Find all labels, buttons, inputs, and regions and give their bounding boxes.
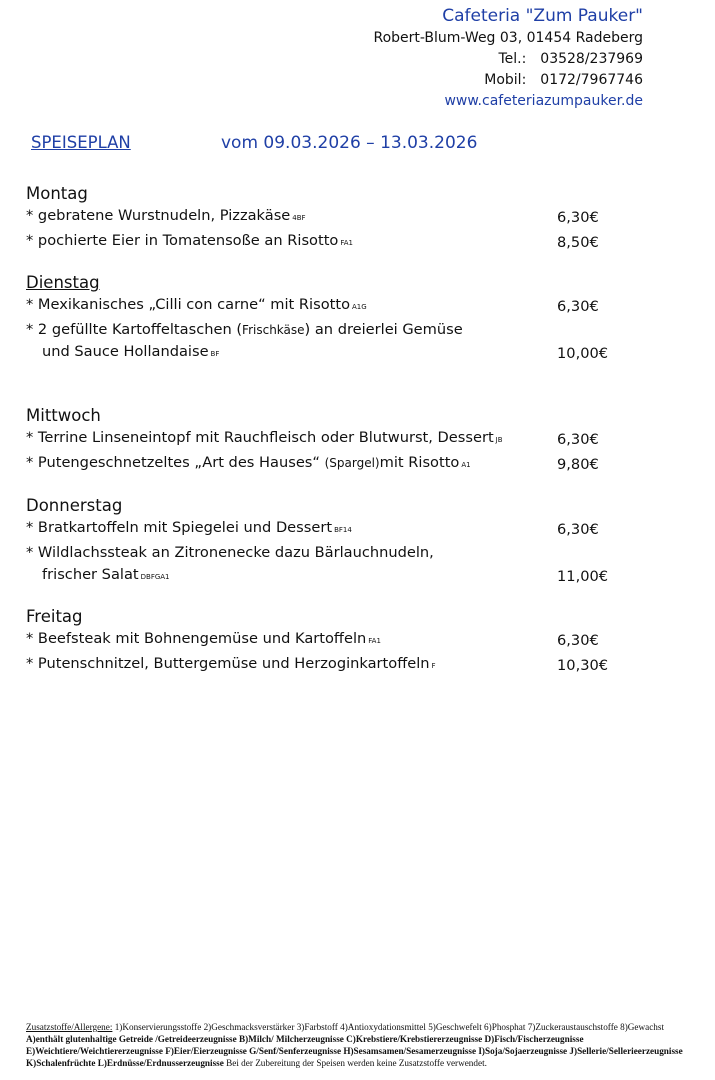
dish-price: 6,30€ <box>557 431 599 448</box>
day-name: Mittwoch <box>26 406 101 425</box>
phone-row <box>373 49 643 70</box>
day-montag <box>26 183 626 254</box>
day-freitag <box>26 606 626 677</box>
cafe-name: Cafeteria "Zum Pauker" <box>442 6 643 26</box>
allergen-code: DBFGA1 <box>140 573 170 581</box>
page-title: SPEISEPLAN <box>31 133 131 152</box>
menu-item <box>26 205 626 230</box>
day-name: Donnerstag <box>26 496 123 515</box>
dish-note: Frischkäse <box>242 322 305 337</box>
dish-text: * Bratkartoffeln mit Spiegelei und Dessert <box>26 519 333 536</box>
dish-text: * Terrine Linseneintopf mit Rauchfleisch oder Blutwurst, Dessert <box>26 429 494 446</box>
mobile-row <box>373 70 643 91</box>
dish-note: (Spargel) <box>324 455 380 470</box>
menu-item <box>26 517 626 542</box>
allergen-code: 4BF <box>292 214 306 222</box>
dish-text-line2: und Sauce Hollandaise <box>42 343 209 360</box>
dish-price: 10,00€ <box>557 345 609 362</box>
tel-label: Tel.: <box>498 51 527 67</box>
allergen-code: JB <box>495 436 503 444</box>
dish-text: * Putenschnitzel, Buttergemüse und Herzoginkartoffeln <box>26 654 430 672</box>
menu-item <box>26 653 626 678</box>
dish-text: * Mexikanisches „Cilli con carne“ mit Risotto <box>26 296 350 313</box>
dish-text-cont: mit Risotto <box>379 453 460 471</box>
menu-item <box>26 542 626 589</box>
menu-item <box>26 427 626 452</box>
dish-text: * gebratene Wurstnudeln, Pizzakäse <box>26 207 291 224</box>
dish-text-cont: ) an dreierlei Gemüse <box>304 320 463 338</box>
cafe-header <box>373 4 643 112</box>
allergen-code: A1G <box>352 303 367 311</box>
dish-price: 11,00€ <box>557 568 609 585</box>
menu-period: vom 09.03.2026 – 13.03.2026 <box>221 133 478 153</box>
dish-price: 6,30€ <box>557 209 599 226</box>
dish-price: 9,80€ <box>557 455 599 473</box>
dish-text: * pochierte Eier in Tomatensoße an Risotto <box>26 231 339 249</box>
allergen-code: BF14 <box>334 526 352 534</box>
tel-number: 03528/237969 <box>540 51 643 67</box>
allergen-code: FA1 <box>340 238 353 247</box>
cafe-address: Robert-Blum-Weg 03, 01454 Radeberg <box>373 30 643 46</box>
menu-item <box>26 628 626 653</box>
dish-text: * 2 gefüllte Kartoffeltaschen ( <box>26 320 243 338</box>
menu-item <box>26 294 626 319</box>
allergen-code: BF <box>210 350 220 358</box>
menu-item <box>26 230 626 255</box>
day-mittwoch <box>26 405 626 476</box>
dish-price: 6,30€ <box>557 298 599 315</box>
day-dienstag <box>26 272 626 366</box>
menu-item <box>26 452 626 477</box>
dish-price: 10,30€ <box>557 656 609 674</box>
dish-price: 6,30€ <box>557 521 599 538</box>
mobil-number: 0172/7967746 <box>540 72 643 88</box>
dish-text: * Putengeschnetzeltes „Art des Hauses“ <box>26 453 325 471</box>
allergen-code: F <box>431 661 436 670</box>
dish-price: 8,50€ <box>557 233 599 251</box>
footer-label: Zusatzstoffe/Allergene: <box>26 1022 113 1032</box>
mobil-label: Mobil: <box>484 72 527 88</box>
dish-price: 6,30€ <box>557 632 599 649</box>
website-link[interactable]: www.cafeteriazumpauker.de <box>444 93 643 109</box>
allergen-code: A1 <box>461 460 471 469</box>
day-name: Montag <box>26 184 88 203</box>
menu-item <box>26 319 626 366</box>
footer-allergens: A)enthält glutenhaltige Getreide /Getreideerzeugnisse B)Milch/ Milcherzeugnisse C)Krebstiere/Krebstiererzeugnisse D)Fisch/Fischerzeugnisse E)Weichtiere/Weichtiererzeugnisse F)Eier/Eierzeugnisse G/Senf/Senferzeugnisse H)Sesamsamen/Sesamerzeugnisse I)Soja/Sojaerzeugnisse J)Sellerie/Sellerieerzeugnisse K)Schalenfrüchte L)Erdnüsse/Erdnusserzeugnisse <box>26 1034 683 1068</box>
dish-text-line2: frischer Salat <box>42 566 139 583</box>
footer-note: Bei der Zubereitung der Speisen werden keine Zusatzstoffe verwendet. <box>226 1058 487 1068</box>
footer-additives: 1)Konservierungsstoffe 2)Geschmacksverstärker 3)Farbstoff 4)Antioxydationsmittel 5)Geschwefelt 6)Phosphat 7)Zuckeraustauschstoffe 8)Gewachst <box>114 1022 665 1032</box>
day-name: Freitag <box>26 607 83 626</box>
day-donnerstag <box>26 495 626 589</box>
dish-text: * Wildlachssteak an Zitronenecke dazu Bärlauchnudeln, <box>26 543 434 561</box>
allergen-footer <box>26 1021 686 1069</box>
day-name: Dienstag <box>26 273 100 292</box>
allergen-code: FA1 <box>368 637 381 645</box>
dish-text: * Beefsteak mit Bohnengemüse und Kartoffeln <box>26 630 367 647</box>
